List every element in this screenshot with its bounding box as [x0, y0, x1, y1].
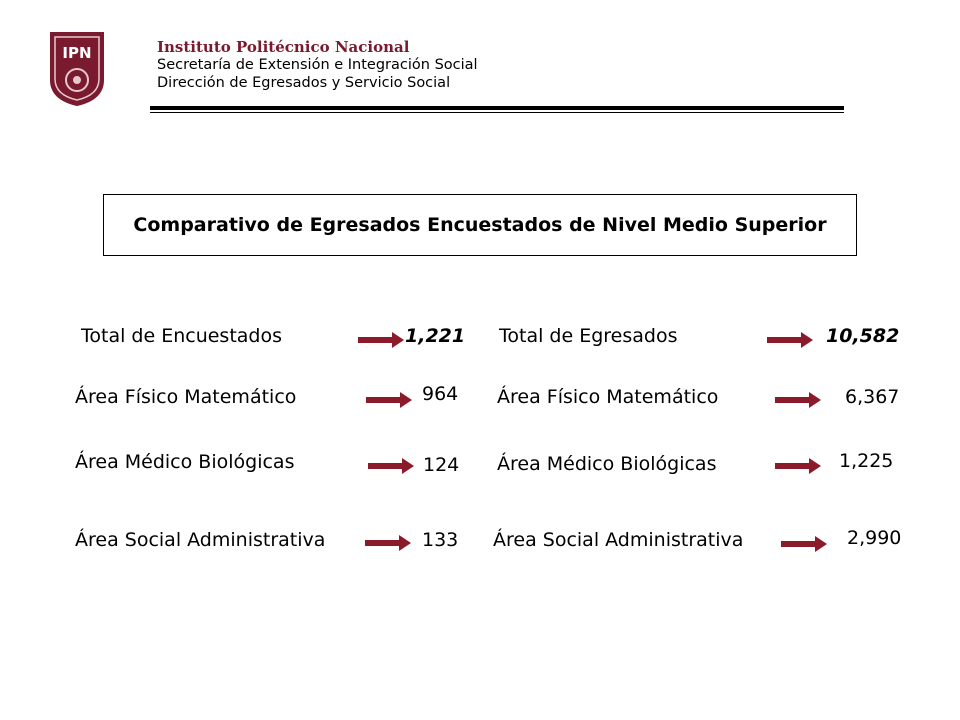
- right-row-label: Área Físico Matemático: [497, 386, 719, 408]
- arrow-right-icon: [365, 535, 411, 551]
- right-row-value: 2,990: [847, 527, 902, 549]
- arrow-right-icon: [368, 458, 414, 474]
- secretariat-name: Secretaría de Extensión e Integración Social: [157, 57, 478, 73]
- title-box: [103, 194, 857, 256]
- arrow-right-icon: [775, 458, 821, 474]
- right-row-label: Área Médico Biológicas: [497, 453, 717, 475]
- arrow-right-icon: [775, 392, 821, 408]
- left-row-value: 964: [422, 383, 459, 405]
- right-row-value: 1,225: [839, 450, 894, 472]
- left-row-label: Área Social Administrativa: [75, 529, 326, 551]
- logo-text: IPN: [62, 44, 92, 62]
- left-total-value: 1,221: [405, 325, 466, 347]
- header-rule-thick: [150, 106, 844, 110]
- arrow-right-icon: [767, 332, 813, 348]
- right-total-value: 10,582: [826, 325, 900, 347]
- left-row-value: 133: [422, 529, 459, 551]
- left-row-label: Área Médico Biológicas: [75, 451, 295, 473]
- right-row-value: 6,367: [845, 386, 900, 408]
- right-total-label: Total de Egresados: [499, 325, 678, 347]
- arrow-right-icon: [366, 392, 412, 408]
- left-total-label: Total de Encuestados: [81, 325, 283, 347]
- page-title: Comparativo de Egresados Encuestados de Nivel Medio Superior: [133, 214, 827, 236]
- header: [157, 38, 478, 92]
- arrow-right-icon: [781, 536, 827, 552]
- institution-name: Instituto Politécnico Nacional: [157, 38, 410, 56]
- direction-name: Dirección de Egresados y Servicio Social: [157, 75, 451, 91]
- right-row-label: Área Social Administrativa: [493, 529, 744, 551]
- header-rule-thin: [150, 112, 844, 113]
- ipn-logo-icon: [46, 28, 108, 108]
- left-row-value: 124: [423, 454, 460, 476]
- left-row-label: Área Físico Matemático: [75, 386, 297, 408]
- arrow-right-icon: [358, 332, 404, 348]
